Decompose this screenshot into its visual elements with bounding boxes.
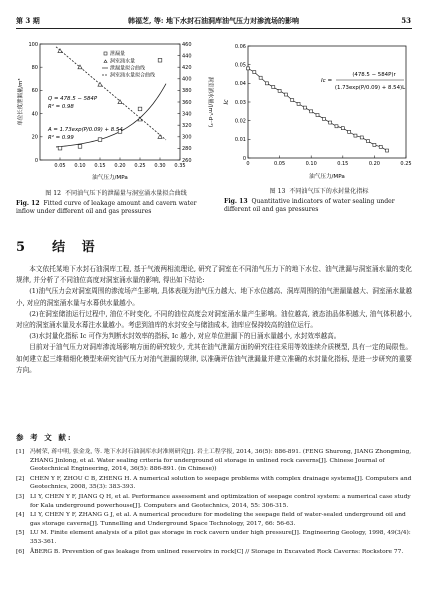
fig13-y-axis-label: Ic xyxy=(223,99,230,105)
reference-number: [2] xyxy=(16,475,25,482)
reference-number: [6] xyxy=(16,548,25,555)
fig12-y2-tick-label: 380 xyxy=(182,88,192,95)
fig12-x-tick-label: 0.05 xyxy=(54,163,66,169)
fig13-caption-cn-number: 图 13 xyxy=(269,188,286,195)
fig13-y-tick-label: 0.02 xyxy=(234,118,246,125)
fig13-data-point xyxy=(247,67,250,70)
fig13-data-point xyxy=(297,102,300,105)
reference-item xyxy=(16,548,412,557)
fig12-right-axis-label: 洞室涌水量/(m³·d⁻¹) xyxy=(207,76,213,128)
fig12-y2-tick-label: 460 xyxy=(182,41,192,48)
fig12-leakage-point xyxy=(158,58,162,62)
fig13-caption-en-number: Fig. 13 xyxy=(224,198,248,205)
reference-item xyxy=(16,529,412,546)
fig12-legend-square-marker xyxy=(104,52,107,55)
fig12-y-tick-label: 100 xyxy=(28,41,38,48)
fig12-x-tick-label: 0.15 xyxy=(94,163,106,169)
reference-text: ÅBERG B. Prevention of gas leakage from unlined reservoirs in rock[C] // Storage in Excavated Rock Caverns: Rockstore 77. xyxy=(30,548,404,555)
figure-12-chart xyxy=(6,38,218,188)
fig13-y-tick-label: 0.05 xyxy=(234,62,246,69)
reference-number: [5] xyxy=(16,530,25,537)
header-rule xyxy=(16,28,412,29)
fig12-legend-triangle-marker xyxy=(104,60,107,63)
fig13-data-point xyxy=(253,71,256,74)
fig13-data-point xyxy=(360,136,363,139)
fig13-data-point xyxy=(259,76,262,79)
fig13-series-line xyxy=(248,68,387,150)
paragraph-intro: 本文依托某地下水封石油洞库工程, 基于气液两相流理论, 研究了洞室在不同油气压力下的地下水位、油气泄漏与洞室涌水量的变化规律, 并分析了不同油位高度对洞室涌水量的影响, 得出如下结论: xyxy=(16,265,412,285)
fig12-inflow-point xyxy=(98,82,102,86)
fig12-legend-inflow: 洞室涌水量 xyxy=(110,58,136,65)
fig12-leakage-point xyxy=(78,145,82,149)
fig12-x-tick-label: 0.35 xyxy=(174,163,186,169)
fig12-x-tick-label: 0.20 xyxy=(114,163,126,169)
fig12-y2-tick-label: 400 xyxy=(182,76,192,83)
reference-item xyxy=(16,448,412,474)
paragraph-conclusion-2: (2)在洞室储油运行过程中, 油位不时变化, 不同的油位高度会对洞室涌水量产生影响。油位越高, 液态油品体积越大, 油气体积越小, 对应的洞室涌水量及水幕注水量越小。考虑到油库的水封安全与储油成本, 油库应保持较高的油位运行。 xyxy=(16,309,412,330)
fig13-data-point xyxy=(354,134,357,137)
fig12-leakage-equation: A = 1.73exp(P/0.09) + 8.54 xyxy=(48,127,123,133)
paragraph-conclusion-3: (3)水封量化指标 Ic 可作为判断水封效率的指标, Ic 越小, 对应单位泄漏下的日涌水量越小, 水封效率越高。 xyxy=(29,332,341,341)
fig13-data-point xyxy=(291,99,294,102)
fig13-y-tick-label: 0.04 xyxy=(234,81,246,88)
fig12-leakage-point xyxy=(138,107,142,111)
fig13-data-point xyxy=(303,106,306,109)
figure-13-caption-cn xyxy=(224,188,414,196)
fig12-y-tick-label: 60 xyxy=(31,88,38,95)
references-heading: 参 考 文 献: xyxy=(16,433,73,442)
reference-item xyxy=(16,493,412,510)
fig12-caption-cn-text: 不同油气压下的泄漏量与洞室涌水量拟合曲线 xyxy=(64,190,187,197)
reference-text: CHEN Y F, ZHOU C B, ZHENG H. A numerical solution to seepage problems with complex drainage systems[J]. Computers and Geotechnics, 2008, 35(3): 383-393. xyxy=(30,475,412,491)
fig13-data-point xyxy=(341,127,344,130)
fig12-y2-tick-label: 420 xyxy=(182,65,192,71)
section-title: 结 语 xyxy=(52,240,101,255)
reference-item xyxy=(16,475,412,492)
fig12-leakage-r2: R² = 0.99 xyxy=(48,135,74,141)
fig12-legend-leakage: 泄漏量 xyxy=(110,51,126,57)
paragraph-outlook: 目前对于油气压力对洞库渗流场影响方面的研究较少, 尤其在油气泄漏方面的研究往往采用等效连续介质模型, 具有一定的局限性。如何建立起三维精细化模型来研究油气压力对油气泄漏的规律, 以准确评估油气泄漏量并建立准确的水封量化指标, 是进一步研究的重要方向。 xyxy=(16,343,412,374)
fig12-x-tick-label: 0.30 xyxy=(154,163,166,169)
fig13-x-tick-label: 0.20 xyxy=(368,161,380,167)
reference-text: 冯树荣, 蒋中明, 张金龙, 等. 地下水封石油洞库水封准则研究[J]. 岩土工程学报, 2014, 36(5): 886-891. (FENG Shurong, JIANG Zhongming, ZHANG Jinlong, et al. Water sealing criteria for underground oil storage in unlined rock caverns[J]. Chinese Journal of Geotechnical Engineering, 2014, 36(5): 886-891. (in Chinese)) xyxy=(30,449,412,473)
fig13-formula-denominator: (1.73exp(P/0.09) + 8.54)L xyxy=(334,85,406,91)
fig13-data-point xyxy=(329,121,332,124)
fig13-y-tick-label: 0 xyxy=(242,155,246,162)
reference-number: [3] xyxy=(16,493,25,500)
fig12-inflow-r2: R² = 0.98 xyxy=(48,104,74,110)
figure-13-chart xyxy=(218,40,418,188)
reference-item xyxy=(16,511,412,528)
fig12-y2-tick-label: 280 xyxy=(182,146,192,153)
header-page-number: 53 xyxy=(401,16,411,25)
section-number: 5 xyxy=(16,240,32,255)
paragraph-conclusion-1: (1)油气压力会对洞室周围的渗流场产生影响, 具体表现为油气压力越大、地下水位越高、洞库周围的油气泄漏量越大、洞室涌水量越小, 对应的洞室涌水量与水幕供水量越小。 xyxy=(16,287,412,307)
fig13-data-point xyxy=(379,145,382,148)
fig12-y2-tick-label: 360 xyxy=(182,99,192,106)
fig12-inflow-equation: Q = 478.5 − 584P xyxy=(48,96,98,102)
fig12-y2-tick-label: 320 xyxy=(182,123,192,129)
fig13-data-point xyxy=(367,140,370,143)
fig13-data-point xyxy=(335,125,338,128)
fig12-caption-cn-number: 图 12 xyxy=(45,190,62,197)
reference-number: [4] xyxy=(16,512,25,519)
reference-text: LI Y, CHEN Y F, ZHANG G J, et al. A numerical procedure for modeling the seepage field of water-sealed underground oil and gas storage caverns[J]. Tunnelling and Underground Space Technology, 2017, 66: 56-63. xyxy=(30,512,406,527)
header-title: 韩福芝, 等: 地下水封石油洞库油气压力对渗流场的影响 xyxy=(128,16,299,25)
fig12-leakage-point xyxy=(58,146,62,150)
figure-13-caption-en xyxy=(224,198,414,214)
reference-number: [1] xyxy=(16,449,25,455)
fig12-legend xyxy=(102,50,155,79)
fig13-x-tick-label: 0.05 xyxy=(274,161,286,167)
fig13-x-tick-label: 0.10 xyxy=(305,161,317,167)
fig12-inflow-point xyxy=(118,100,122,104)
header-issue: 第 3 期 xyxy=(16,16,40,25)
figure-12-caption-cn xyxy=(16,190,216,198)
fig12-y2-tick-label: 440 xyxy=(182,53,192,60)
references-list xyxy=(16,448,412,557)
fig13-formula-numerator: (478.5 − 584P)r xyxy=(352,72,396,78)
fig13-y-tick-label: 0.03 xyxy=(234,99,246,106)
reference-text: LU M. Finite element analysis of a pilot gas storage in rock cavern under high pressure[J]. Engineering Geology, 1998, 49(3/4): 353-361. xyxy=(30,530,411,545)
fig12-y2-tick-label: 260 xyxy=(182,157,192,164)
fig12-caption-en-text: Fitted curve of leakage amount and cavern water inflow under different oil and gas pressures xyxy=(16,200,197,215)
fig13-formula xyxy=(321,72,405,91)
reference-text: LI Y, CHEN Y F, JIANG Q H, et al. Performance assessment and optimization of seepage control system: a numerical case study for Kala underground powerhouse[J]. Computers and Geotechnics, 2014, 55: 306-315. xyxy=(30,493,411,509)
fig12-caption-en-number: Fig. 12 xyxy=(16,200,40,207)
fig13-data-point xyxy=(348,130,351,133)
fig13-data-point xyxy=(386,149,389,152)
fig12-y-tick-label: 40 xyxy=(31,111,38,118)
fig12-y-tick-label: 0 xyxy=(34,157,38,164)
fig12-y2-tick-label: 300 xyxy=(182,134,192,141)
fig13-data-point xyxy=(265,82,268,85)
fig13-data-point xyxy=(316,114,319,117)
fig13-data-point xyxy=(373,143,376,146)
fig13-data-point xyxy=(284,93,287,96)
fig13-data-point xyxy=(322,117,325,120)
fig13-plot-frame xyxy=(248,46,406,158)
fig12-x-tick-label: 0.10 xyxy=(74,163,86,169)
figure-12-caption-en xyxy=(16,200,216,216)
fig13-y-tick-label: 0.06 xyxy=(234,43,246,50)
section-heading xyxy=(16,236,101,255)
fig13-x-tick-label: 0.15 xyxy=(337,161,349,167)
fig13-y-tick-label: 0.01 xyxy=(234,137,246,144)
fig12-legend-leakage-fit: 泄漏量拟合曲线 xyxy=(110,65,146,72)
fig13-x-axis-label: 油气压力/MPa xyxy=(309,174,345,180)
fig13-data-point xyxy=(278,89,281,92)
fig13-caption-en-text: Quantitative indicators of water sealing under different oil and gas pressures xyxy=(224,198,395,213)
fig13-data-point xyxy=(310,110,313,113)
fig13-x-tick-label: 0 xyxy=(246,161,250,167)
fig12-leakage-point xyxy=(98,138,102,142)
fig13-caption-cn-text: 不同油气压下的水封量化指标 xyxy=(289,188,369,195)
fig12-y2-tick-label: 340 xyxy=(182,111,192,118)
conclusion-body xyxy=(16,264,412,376)
fig12-left-axis-label: 单位长度泄漏量/m³ xyxy=(18,78,24,126)
fig12-x-axis-label: 油气压力/MPa xyxy=(92,175,128,181)
fig13-data-point xyxy=(272,86,275,89)
fig13-x-tick-label: 0.25 xyxy=(400,161,412,167)
fig13-formula-lhs: Ic = xyxy=(321,78,333,84)
fig12-legend-inflow-fit: 洞室涌水量拟合曲线 xyxy=(110,72,156,79)
fig12-x-tick-label: 0.25 xyxy=(134,163,146,169)
fig12-y-tick-label: 20 xyxy=(31,134,38,141)
fig12-y-tick-label: 80 xyxy=(31,65,38,71)
